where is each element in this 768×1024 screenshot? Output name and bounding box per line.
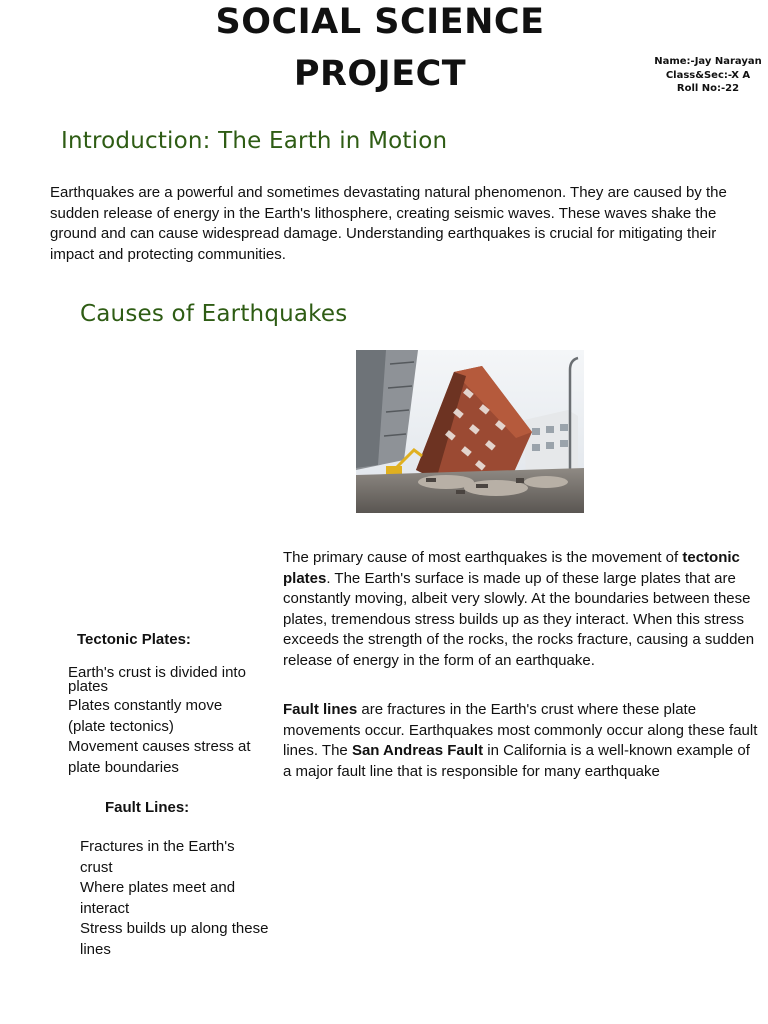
p2-text-end: in California is a well-known example of a major fault line that is responsible for many earthquake bbox=[283, 742, 750, 780]
tectonic-item-1: Earth's crust is divided into plates bbox=[68, 664, 246, 695]
student-class: Class&Sec:-X A bbox=[665, 69, 751, 81]
causes-heading: Causes of Earthquakes bbox=[80, 301, 348, 327]
p2-bold-term-2: San Andreas Fault bbox=[351, 742, 484, 759]
p2-bold-term-1: Fault lines bbox=[283, 701, 358, 718]
p1-bold-term: tectonic plates bbox=[283, 549, 740, 587]
fault-lines-heading: Fault Lines: bbox=[105, 799, 190, 816]
p1-text-start: The primary cause of most earthquakes is the movement of bbox=[283, 549, 683, 566]
student-roll: Roll No:-22 bbox=[676, 83, 740, 94]
causes-paragraph-1 bbox=[283, 548, 761, 671]
p1-text-end: . The Earth's surface is made up of these large plates that are constantly moving, albeit very slowly. At the boundaries between these plates, tremendous stress builds up as they interact. When this stress exceeds the strength of the rocks, the rocks fracture, causing a sudden release of energy in the form of an earthquake. bbox=[283, 569, 755, 669]
intro-text: Earthquakes are a powerful and sometimes devastating natural phenomenon. They are caused by the sudden release of energy in the Earth's lithosphere, creating seismic waves. These waves shake the ground and can cause widespread damage. Understanding earthquakes is crucial for mitigating their impact and protecting communities. bbox=[50, 184, 727, 263]
intro-heading: Introduction: The Earth in Motion bbox=[61, 128, 448, 154]
causes-paragraph-2 bbox=[283, 700, 761, 782]
student-name: Name:-Jay Narayan bbox=[654, 56, 762, 67]
title-line-1: SOCIAL SCIENCE bbox=[215, 2, 545, 42]
tectonic-item-3: Movement causes stress at plate boundaries bbox=[68, 738, 251, 776]
tectonic-plates-heading: Tectonic Plates: bbox=[77, 631, 191, 648]
fault-item-3: Stress builds up along these lines bbox=[80, 920, 269, 958]
fault-item-2: Where plates meet and interact bbox=[80, 879, 236, 917]
title-line-2: PROJECT bbox=[293, 54, 467, 94]
collapsed-building-photo bbox=[356, 350, 584, 513]
tectonic-item-2: Plates constantly move (plate tectonics) bbox=[68, 697, 223, 735]
fault-item-1: Fractures in the Earth's crust bbox=[80, 838, 235, 876]
p2-text-mid: are fractures in the Earth's crust where these plate movements occur. Earthquakes most commonly occur along these fault lines. The bbox=[283, 701, 758, 759]
